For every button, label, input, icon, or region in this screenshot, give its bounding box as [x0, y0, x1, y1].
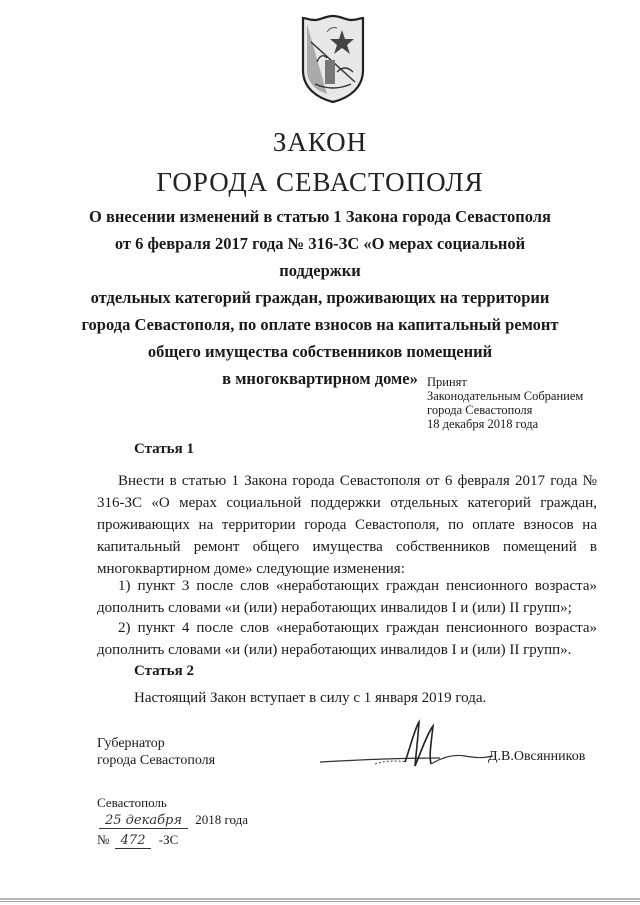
scan-edge-artifact — [0, 895, 640, 905]
subtitle-line: от 6 февраля 2017 года № 316-ЗС «О мерах социальной поддержки — [114, 234, 526, 280]
subtitle-line: отдельных категорий граждан, проживающих на территории — [90, 288, 550, 307]
handwritten-date: 25 декабря — [99, 813, 188, 829]
document-title: ЗАКОН — [272, 127, 368, 157]
signatory-title-line: города Севастополя — [97, 753, 216, 768]
law-subtitle — [80, 203, 560, 392]
subtitle-line: в многоквартирном доме» — [222, 369, 418, 388]
adoption-line: Законодательным Собранием — [427, 389, 584, 403]
sevastopol-coat-of-arms-emblem — [297, 12, 369, 106]
subtitle-line: города Севастополя, по оплате взносов на капитальный ремонт — [81, 315, 559, 334]
article-2-heading: Статья 2 — [134, 663, 194, 679]
signatory-title-line: Губернатор — [97, 736, 165, 751]
document-city-title: ГОРОДА СЕВАСТОПОЛЯ — [156, 167, 484, 197]
signing-place: Севастополь — [97, 795, 167, 810]
number-suffix: -ЗС — [158, 832, 179, 847]
adoption-note — [427, 375, 627, 431]
handwritten-law-number: 472 — [115, 833, 152, 849]
article-1-item-1: 1) пункт 3 после слов «неработающих граждан пенсионного возраста» дополнить словами «и (или) неработающих инвалидов I и (или) II групп»; — [97, 578, 597, 616]
signing-date-line — [97, 812, 248, 829]
article-1-item-2: 2) пункт 4 после слов «неработающих граждан пенсионного возраста» дополнить словами «и (или) неработающих инвалидов I и (или) II групп». — [97, 620, 597, 658]
adoption-date: 18 декабря 2018 года — [427, 417, 539, 431]
signatory-title — [97, 735, 215, 769]
number-sign: № — [97, 832, 110, 847]
law-number-line — [97, 832, 178, 849]
adoption-line: города Севастополя — [427, 403, 533, 417]
handwritten-signature — [315, 718, 495, 776]
article-1-heading: Статья 1 — [134, 441, 194, 457]
article-1-paragraph: Внести в статью 1 Закона города Севастополя от 6 февраля 2017 года № 316-ЗС «О мерах социальной поддержки отдельных категорий граждан, проживающих на территории города Севастополя, по оплате взносов на капитальный ремонт общего имущества собственников помещений в многоквартирном доме» следующие изменения: — [97, 473, 597, 577]
article-2-text: Настоящий Закон вступает в силу с 1 января 2019 года. — [134, 690, 487, 706]
adoption-line: Принят — [427, 375, 467, 389]
subtitle-line: О внесении изменений в статью 1 Закона города Севастополя — [89, 207, 551, 226]
signatory-name: Д.В.Овсянников — [488, 749, 586, 764]
subtitle-line: общего имущества собственников помещений — [147, 342, 493, 361]
signing-year: 2018 года — [195, 812, 249, 827]
